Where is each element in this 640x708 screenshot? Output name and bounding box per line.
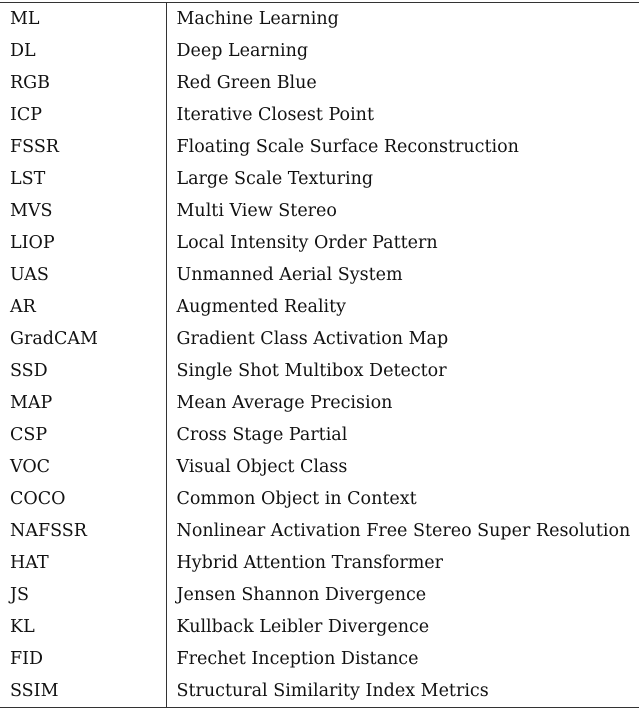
abbreviation-cell: DL bbox=[0, 35, 166, 67]
abbreviation-cell: JS bbox=[0, 579, 166, 611]
definition-cell: Unmanned Aerial System bbox=[176, 265, 403, 285]
abbreviation-cell: MVS bbox=[0, 195, 166, 227]
definition-cell: Machine Learning bbox=[166, 3, 639, 36]
definition-cell: Augmented Reality bbox=[176, 297, 347, 317]
table-row bbox=[0, 163, 639, 195]
definition-cell: Single Shot Multibox Detector bbox=[176, 361, 447, 381]
table-row bbox=[0, 483, 639, 515]
table-row bbox=[0, 387, 639, 419]
definition-cell: Iterative Closest Point bbox=[176, 105, 374, 125]
table-row bbox=[0, 515, 639, 547]
table-row bbox=[0, 675, 639, 708]
abbreviation-cell: UAS bbox=[0, 259, 166, 291]
abbreviation-cell: SSD bbox=[0, 355, 166, 387]
definition-cell: Nonlinear Activation Free Stereo Super Resolution bbox=[176, 521, 631, 541]
abbreviations-table bbox=[0, 2, 639, 708]
definition-cell: Common Object in Context bbox=[176, 489, 417, 509]
definition-cell: Multi View Stereo bbox=[176, 201, 337, 221]
definition-cell: Cross Stage Partial bbox=[176, 425, 348, 445]
abbreviation-cell: ICP bbox=[0, 99, 166, 131]
abbreviation-cell: MAP bbox=[0, 387, 166, 419]
table-row bbox=[0, 35, 639, 67]
definition-cell: Kullback Leibler Divergence bbox=[176, 617, 430, 637]
abbreviations-table-body bbox=[0, 3, 639, 708]
table-row bbox=[0, 547, 639, 579]
abbreviation-cell: VOC bbox=[0, 451, 166, 483]
table-row bbox=[0, 579, 639, 611]
table-row bbox=[0, 3, 639, 36]
abbreviation-cell: ML bbox=[0, 3, 166, 36]
abbreviation-cell: LST bbox=[0, 163, 166, 195]
definition-cell: Visual Object Class bbox=[176, 457, 348, 477]
definition-cell: Structural Similarity Index Metrics bbox=[166, 675, 639, 708]
table-row bbox=[0, 99, 639, 131]
abbreviation-cell: FID bbox=[0, 643, 166, 675]
abbreviation-cell: NAFSSR bbox=[0, 515, 166, 547]
table-row bbox=[0, 195, 639, 227]
table-row bbox=[0, 611, 639, 643]
definition-cell: Gradient Class Activation Map bbox=[176, 329, 449, 349]
table-row bbox=[0, 323, 639, 355]
table-row bbox=[0, 131, 639, 163]
definition-cell: Jensen Shannon Divergence bbox=[176, 585, 427, 605]
definition-cell: Mean Average Precision bbox=[176, 393, 393, 413]
table-row bbox=[0, 451, 639, 483]
definition-cell: Floating Scale Surface Reconstruction bbox=[176, 137, 519, 157]
table-row bbox=[0, 643, 639, 675]
table-row bbox=[0, 227, 639, 259]
definition-cell: Deep Learning bbox=[176, 41, 309, 61]
definition-cell: Hybrid Attention Transformer bbox=[176, 553, 444, 573]
table-row bbox=[0, 419, 639, 451]
abbreviation-cell: GradCAM bbox=[0, 323, 166, 355]
abbreviation-cell: HAT bbox=[0, 547, 166, 579]
abbreviation-cell: CSP bbox=[0, 419, 166, 451]
abbreviation-cell: COCO bbox=[0, 483, 166, 515]
definition-cell: Frechet Inception Distance bbox=[176, 649, 419, 669]
definition-cell: Large Scale Texturing bbox=[176, 169, 374, 189]
abbreviation-cell: SSIM bbox=[0, 675, 166, 708]
abbreviation-cell: RGB bbox=[0, 67, 166, 99]
table-row bbox=[0, 291, 639, 323]
table-row bbox=[0, 355, 639, 387]
table-row bbox=[0, 259, 639, 291]
abbreviation-cell: KL bbox=[0, 611, 166, 643]
definition-cell: Local Intensity Order Pattern bbox=[176, 233, 438, 253]
table-row bbox=[0, 67, 639, 99]
abbreviation-cell: AR bbox=[0, 291, 166, 323]
abbreviation-cell: FSSR bbox=[0, 131, 166, 163]
abbreviation-cell: LIOP bbox=[0, 227, 166, 259]
definition-cell: Red Green Blue bbox=[176, 73, 317, 93]
